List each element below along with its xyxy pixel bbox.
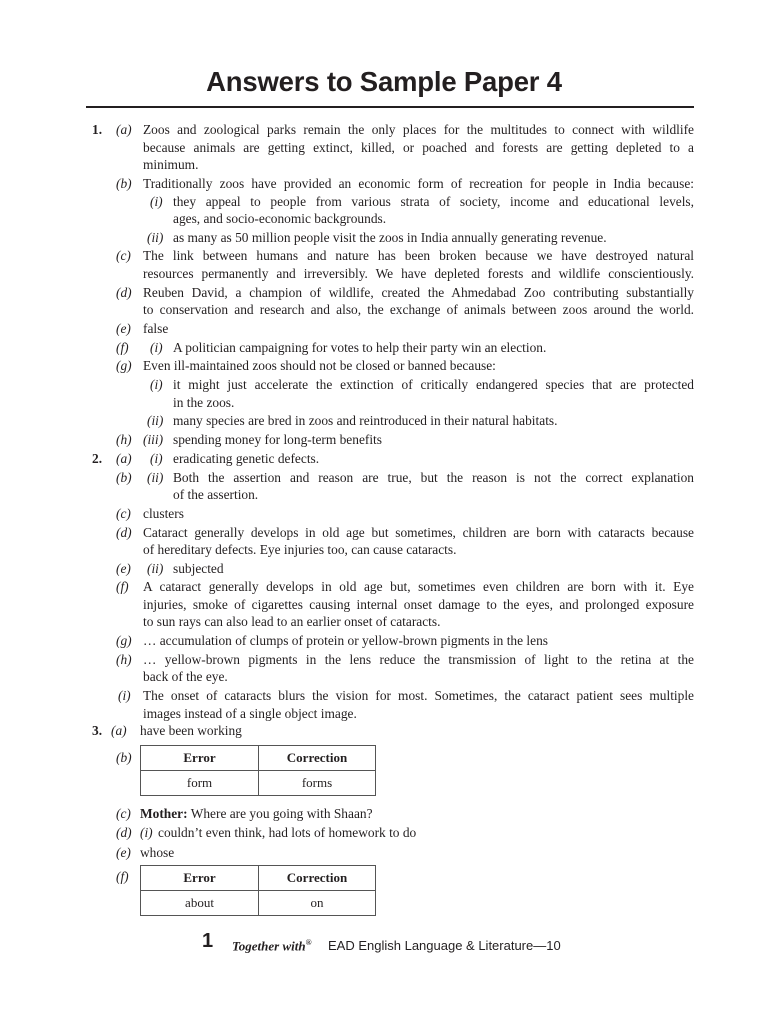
sub-label: (ii): [147, 413, 164, 428]
answer-line: they appeal to people from various strata of society, income and educational levels,: [173, 194, 694, 209]
answer-line: ages, and socio-economic backgrounds.: [173, 211, 387, 226]
answer-line: The link between humans and nature has been broken because we have destroyed natural: [143, 248, 694, 263]
brand-logo: [232, 938, 312, 954]
question-number: 3.: [92, 723, 103, 738]
answer-line: of hereditary defects. Eye injuries too, can cause cataracts.: [143, 542, 457, 557]
answer-line: The onset of cataracts blurs the vision for most. Sometimes, the cataract patient sees multiple: [143, 688, 694, 703]
question-number: 2.: [92, 451, 103, 466]
table-header: Error: [141, 866, 259, 891]
answer-line: many species are bred in zoos and reintroduced in their natural habitats.: [173, 413, 558, 428]
answer-line: Both the assertion and reason are true, but the reason is not the correct explanation: [173, 470, 694, 485]
item-label: (b): [116, 750, 132, 765]
answer-line: … accumulation of clumps of protein or yellow-brown pigments in the lens: [143, 633, 548, 648]
answer-line: … yellow-brown pigments in the lens reduce the transmission of light to the retina at the: [143, 652, 694, 667]
answer-line: injuries, smoke of cigarettes causing internal onset damage to the eyes, and prolonged exposure: [143, 597, 694, 612]
item-label: (a): [116, 451, 132, 466]
registered-mark: ®: [305, 938, 312, 947]
item-label: (f): [116, 579, 129, 594]
answer-line: Cataract generally develops in old age but sometimes, children are born with cataracts because: [143, 525, 694, 540]
item-label: (e): [116, 845, 131, 860]
brand-name: Together with: [232, 938, 306, 954]
answer-line: of the assertion.: [173, 487, 259, 502]
answer-line: A cataract generally develops in old age but, sometimes even children are born with it. Eye: [143, 579, 694, 594]
book-title: EAD English Language & Literature—10: [328, 938, 561, 953]
sub-label: (i): [140, 825, 153, 840]
answer-line: subjected: [173, 561, 224, 576]
answer-line: spending money for long-term benefits: [173, 432, 382, 447]
item-label: (g): [116, 358, 132, 373]
answer-line: A politician campaigning for votes to help their party win an election.: [173, 340, 547, 355]
item-label: (a): [111, 723, 127, 738]
item-label: (c): [116, 506, 131, 521]
table-cell: form: [141, 771, 259, 796]
item-label: (d): [116, 285, 132, 300]
item-label: (f): [116, 340, 129, 355]
answer-line: false: [143, 321, 169, 336]
item-label: (h): [116, 432, 132, 447]
item-label: (b): [116, 176, 132, 191]
answer-line: in the zoos.: [173, 395, 235, 410]
item-label: (a): [116, 122, 132, 137]
answer-line: as many as 50 million people visit the zoos in India annually generating revenue.: [173, 230, 607, 245]
answer-line: eradicating genetic defects.: [173, 451, 320, 466]
item-label: (g): [116, 633, 132, 648]
question-number: 1.: [92, 122, 103, 137]
error-correction-table: [140, 865, 376, 916]
error-correction-table: [140, 745, 376, 796]
sub-label: (ii): [147, 470, 164, 485]
answer-line: Zoos and zoological parks remain the only places for the multitudes to connect with wildlife: [143, 122, 694, 137]
answer-line: because animals are getting extinct, killed, or poached and forests are getting depleted to a: [143, 140, 694, 155]
table-cell: on: [259, 891, 376, 916]
answer-line: Reuben David, a champion of wildlife, created the Ahmedabad Zoo contributing substantially: [143, 285, 694, 300]
answer-line: back of the eye.: [143, 669, 228, 684]
speaker-label: Mother:: [140, 806, 188, 821]
answer-line: it might just accelerate the extinction of critically endangered species that are protected: [173, 377, 694, 392]
answer-line: whose: [140, 845, 175, 860]
page-number: 1: [202, 930, 214, 952]
item-label: (h): [116, 652, 132, 667]
page-title: Answers to Sample Paper 4: [206, 66, 562, 97]
item-label: (e): [116, 321, 131, 336]
sub-label: (i): [150, 451, 163, 466]
answer-line: to sun rays can also lead to an earlier onset of cataracts.: [143, 614, 441, 629]
table-header: Error: [141, 746, 259, 771]
sub-label: (iii): [143, 432, 164, 447]
dialogue-text: Where are you going with Shaan?: [190, 806, 373, 821]
table-header: Correction: [259, 866, 376, 891]
answer-line: clusters: [143, 506, 184, 521]
answer-line: Traditionally zoos have provided an economic form of recreation for people in India because:: [143, 176, 694, 191]
item-label: (i): [118, 688, 131, 703]
item-label: (e): [116, 561, 131, 576]
answer-line: resources permanently and irreversibly. We have depleted forests and wildlife conscientiously.: [143, 266, 694, 281]
answer-line: images instead of a single object image.: [143, 706, 357, 721]
title-rule: [86, 106, 694, 108]
answer-line: [140, 806, 373, 822]
table-cell: forms: [259, 771, 376, 796]
table-header: Correction: [259, 746, 376, 771]
table-cell: about: [141, 891, 259, 916]
answer-line: minimum.: [143, 157, 199, 172]
item-label: (f): [116, 869, 129, 884]
item-label: (d): [116, 525, 132, 540]
sub-label: (i): [150, 377, 163, 392]
answer-line: to conservation and research and also, the exchange of animals between zoos around the world.: [143, 302, 694, 317]
sub-label: (i): [150, 340, 163, 355]
sub-label: (ii): [147, 230, 164, 245]
sub-label: (ii): [147, 561, 164, 576]
item-label: (c): [116, 806, 131, 821]
item-label: (b): [116, 470, 132, 485]
sub-label: (i): [150, 194, 163, 209]
answer-line: couldn’t even think, had lots of homework to do: [158, 825, 417, 840]
item-label: (c): [116, 248, 131, 263]
answer-line: have been working: [140, 723, 242, 738]
item-label: (d): [116, 825, 132, 840]
answer-line: Even ill-maintained zoos should not be closed or banned because:: [143, 358, 496, 373]
